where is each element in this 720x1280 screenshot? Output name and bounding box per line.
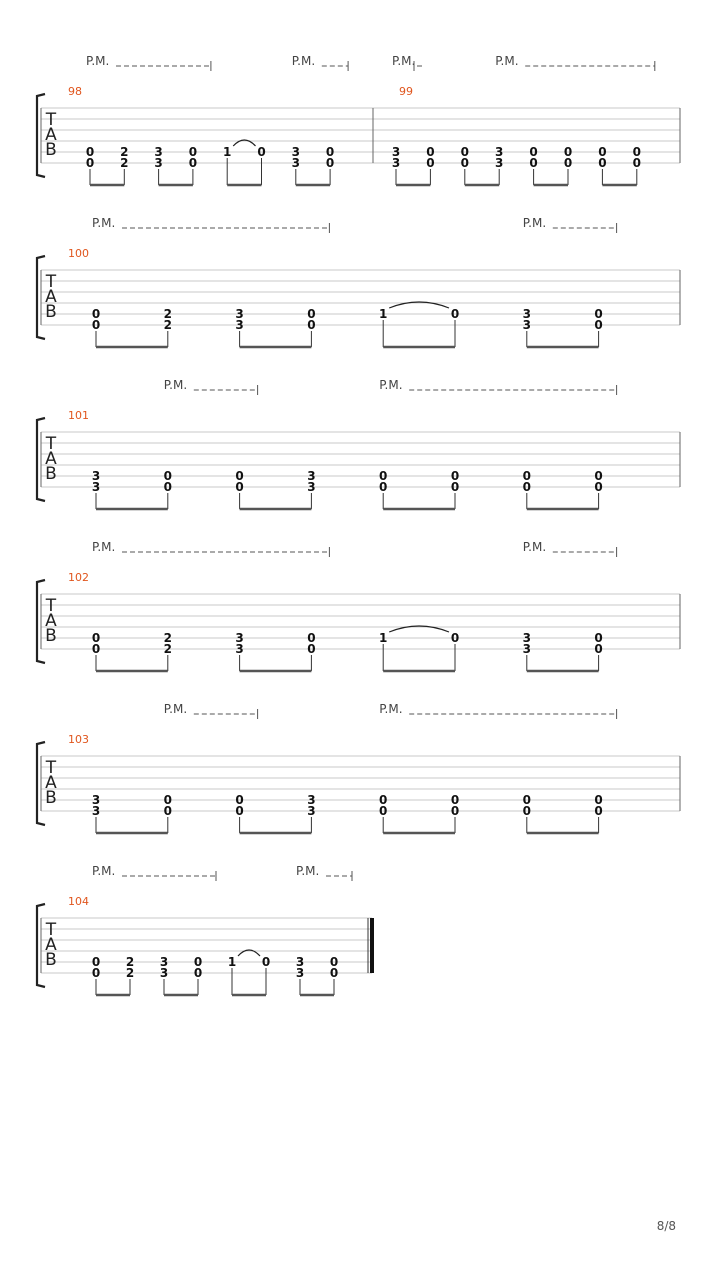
fret-number: 3 bbox=[154, 156, 163, 170]
fret-number: 0 bbox=[91, 955, 101, 969]
fret-number: 0 bbox=[450, 307, 460, 321]
fret-number: 0 bbox=[235, 469, 244, 483]
palm-mute-label: P.M. bbox=[379, 378, 403, 392]
fret-number: 2 bbox=[163, 307, 172, 321]
fret-number: 0 bbox=[307, 642, 316, 656]
fret-number: 0 bbox=[379, 480, 388, 494]
fret-number: 0 bbox=[188, 145, 198, 159]
fret-number: 0 bbox=[450, 793, 460, 807]
fret-number: 2 bbox=[125, 966, 135, 980]
fret-number: 2 bbox=[120, 145, 129, 159]
fret-number: 0 bbox=[450, 469, 460, 483]
fret-number: 3 bbox=[391, 156, 401, 170]
fret-number: 0 bbox=[325, 156, 335, 170]
palm-mute-label: P.M. bbox=[163, 702, 188, 716]
tab-clef-letter: B bbox=[45, 464, 57, 484]
fret-number: 0 bbox=[426, 156, 435, 170]
fret-number: 2 bbox=[163, 642, 172, 656]
fret-number: 0 bbox=[379, 793, 388, 807]
tab-clef-letter: A bbox=[45, 449, 57, 469]
tab-clef-letter: A bbox=[45, 287, 57, 307]
fret-number: 0 bbox=[379, 804, 388, 818]
fret-number: 0 bbox=[163, 469, 172, 483]
fret-number: 0 bbox=[522, 480, 531, 494]
fret-number: 3 bbox=[295, 955, 305, 969]
page-number: 8/8 bbox=[656, 1219, 676, 1233]
fret-number: 0 bbox=[325, 145, 335, 159]
fret-number: 3 bbox=[235, 318, 244, 332]
fret-number: 3 bbox=[159, 955, 169, 969]
tab-clef-letter: T bbox=[45, 920, 57, 940]
fret-number: 0 bbox=[598, 145, 607, 159]
fret-number: 3 bbox=[235, 642, 244, 656]
fret-number: 1 bbox=[379, 307, 388, 321]
fret-number: 3 bbox=[235, 307, 244, 321]
palm-mute-label: P.M. bbox=[291, 54, 316, 68]
palm-mute-label: P.M. bbox=[495, 54, 519, 68]
measure-number: 100 bbox=[68, 247, 89, 260]
palm-mute-label: P.M. bbox=[92, 864, 116, 878]
fret-number: 2 bbox=[125, 955, 135, 969]
fret-number: 2 bbox=[163, 631, 172, 645]
fret-number: 0 bbox=[329, 955, 339, 969]
measure-number: 101 bbox=[68, 409, 89, 422]
fret-number: 0 bbox=[598, 156, 607, 170]
fret-number: 0 bbox=[426, 145, 435, 159]
fret-number: 3 bbox=[295, 966, 305, 980]
palm-mute-label: P.M. bbox=[86, 54, 110, 68]
palm-mute-label: P.M. bbox=[392, 54, 416, 68]
tab-clef-letter: A bbox=[45, 773, 57, 793]
tab-clef-letter: A bbox=[45, 935, 57, 955]
fret-number: 3 bbox=[522, 631, 531, 645]
fret-number: 3 bbox=[291, 156, 300, 170]
fret-number: 0 bbox=[307, 318, 316, 332]
fret-number: 0 bbox=[307, 307, 316, 321]
fret-number: 0 bbox=[522, 793, 531, 807]
fret-number: 0 bbox=[235, 793, 244, 807]
fret-number: 3 bbox=[154, 145, 163, 159]
fret-number: 3 bbox=[307, 480, 316, 494]
fret-number: 0 bbox=[450, 631, 460, 645]
fret-number: 3 bbox=[91, 480, 101, 494]
measure-number: 104 bbox=[68, 895, 89, 908]
fret-number: 3 bbox=[235, 631, 244, 645]
tab-clef-letter: B bbox=[45, 626, 57, 646]
fret-number: 0 bbox=[235, 804, 244, 818]
tab-clef-letter: A bbox=[45, 611, 57, 631]
tab-clef-letter: T bbox=[45, 434, 57, 454]
fret-number: 0 bbox=[594, 480, 603, 494]
measure-number: 102 bbox=[68, 571, 89, 584]
tab-clef-letter: B bbox=[45, 302, 57, 322]
fret-number: 0 bbox=[163, 804, 172, 818]
fret-number: 0 bbox=[91, 307, 101, 321]
fret-number: 0 bbox=[261, 955, 271, 969]
fret-number: 3 bbox=[522, 318, 531, 332]
tab-clef-letter: T bbox=[45, 758, 57, 778]
tab-clef-letter: T bbox=[45, 272, 57, 292]
fret-number: 0 bbox=[85, 156, 95, 170]
fret-number: 0 bbox=[193, 955, 203, 969]
fret-number: 0 bbox=[91, 966, 101, 980]
tab-clef-letter: T bbox=[45, 110, 57, 130]
fret-number: 0 bbox=[91, 318, 101, 332]
fret-number: 0 bbox=[632, 156, 641, 170]
fret-number: 0 bbox=[329, 966, 339, 980]
fret-number: 0 bbox=[563, 156, 573, 170]
fret-number: 3 bbox=[391, 145, 401, 159]
fret-number: 0 bbox=[460, 156, 469, 170]
fret-number: 3 bbox=[307, 793, 316, 807]
fret-number: 3 bbox=[91, 793, 101, 807]
fret-number: 0 bbox=[91, 642, 101, 656]
palm-mute-label: P.M. bbox=[92, 216, 116, 230]
fret-number: 0 bbox=[257, 145, 266, 159]
fret-number: 3 bbox=[307, 469, 316, 483]
fret-number: 0 bbox=[522, 804, 531, 818]
palm-mute-label: P.M. bbox=[522, 540, 547, 554]
fret-number: 0 bbox=[379, 469, 388, 483]
fret-number: 0 bbox=[235, 480, 244, 494]
fret-number: 0 bbox=[450, 804, 460, 818]
fret-number: 0 bbox=[91, 631, 101, 645]
fret-number: 3 bbox=[91, 469, 101, 483]
fret-number: 3 bbox=[495, 156, 504, 170]
measure-number: 103 bbox=[68, 733, 89, 746]
fret-number: 0 bbox=[163, 793, 172, 807]
measure-number: 99 bbox=[399, 85, 413, 98]
palm-mute-label: P.M. bbox=[379, 702, 403, 716]
fret-number: 3 bbox=[522, 307, 531, 321]
fret-number: 0 bbox=[563, 145, 573, 159]
fret-number: 0 bbox=[522, 469, 531, 483]
fret-number: 0 bbox=[307, 631, 316, 645]
fret-number: 1 bbox=[227, 955, 237, 969]
fret-number: 0 bbox=[594, 642, 603, 656]
fret-number: 0 bbox=[529, 156, 538, 170]
fret-number: 0 bbox=[460, 145, 469, 159]
fret-number: 0 bbox=[594, 307, 603, 321]
measure-number: 98 bbox=[68, 85, 82, 98]
tab-clef-letter: T bbox=[45, 596, 57, 616]
fret-number: 0 bbox=[594, 318, 603, 332]
fret-number: 3 bbox=[495, 145, 504, 159]
tab-clef-letter: B bbox=[45, 788, 57, 808]
tab-clef-letter: B bbox=[45, 950, 57, 970]
fret-number: 0 bbox=[188, 156, 198, 170]
fret-number: 2 bbox=[163, 318, 172, 332]
fret-number: 3 bbox=[291, 145, 300, 159]
fret-number: 0 bbox=[163, 480, 172, 494]
tab-clef-letter: B bbox=[45, 140, 57, 160]
fret-number: 0 bbox=[193, 966, 203, 980]
palm-mute-label: P.M. bbox=[522, 216, 547, 230]
fret-number: 0 bbox=[529, 145, 538, 159]
palm-mute-label: P.M. bbox=[163, 378, 188, 392]
fret-number: 3 bbox=[307, 804, 316, 818]
fret-number: 0 bbox=[85, 145, 95, 159]
fret-number: 0 bbox=[594, 793, 603, 807]
fret-number: 3 bbox=[522, 642, 531, 656]
fret-number: 2 bbox=[120, 156, 129, 170]
fret-number: 1 bbox=[223, 145, 232, 159]
palm-mute-label: P.M. bbox=[296, 864, 320, 878]
fret-number: 1 bbox=[379, 631, 388, 645]
fret-number: 0 bbox=[594, 804, 603, 818]
fret-number: 3 bbox=[91, 804, 101, 818]
fret-number: 0 bbox=[594, 631, 603, 645]
fret-number: 3 bbox=[159, 966, 169, 980]
fret-number: 0 bbox=[594, 469, 603, 483]
fret-number: 0 bbox=[632, 145, 641, 159]
tab-clef-letter: A bbox=[45, 125, 57, 145]
fret-number: 0 bbox=[450, 480, 460, 494]
palm-mute-label: P.M. bbox=[92, 540, 116, 554]
